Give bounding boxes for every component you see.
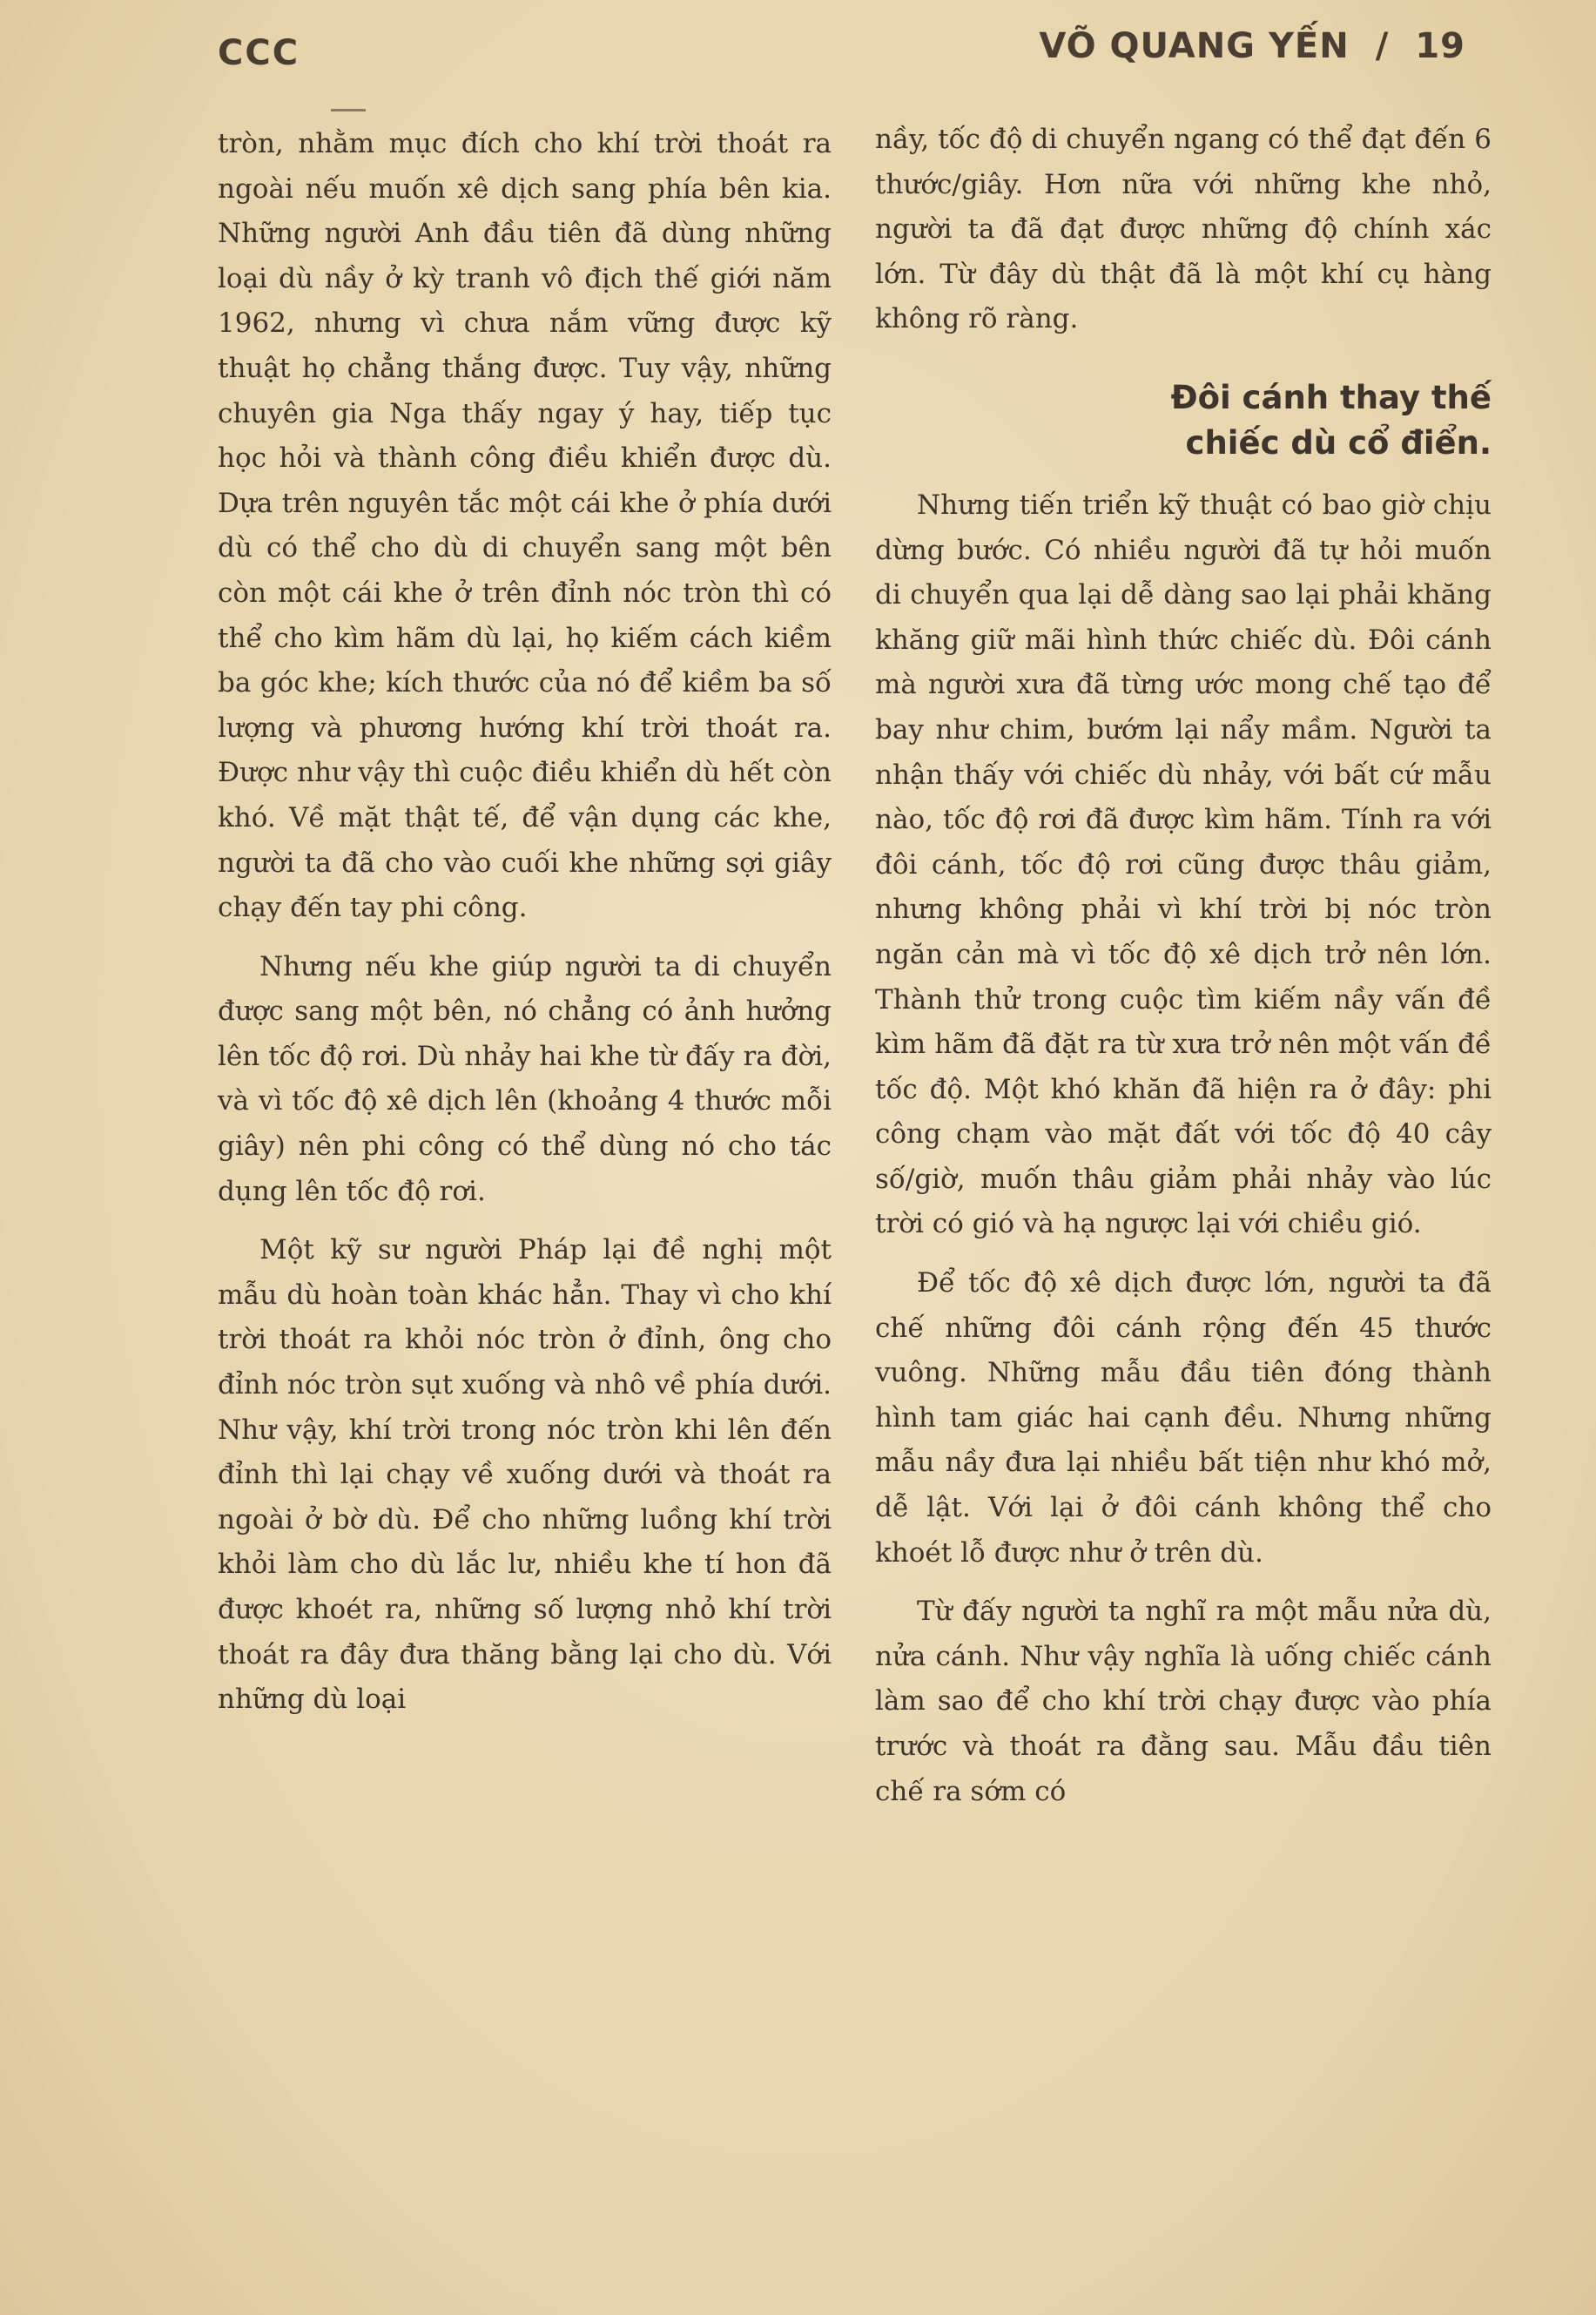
paragraph: nầy, tốc độ di chuyển ngang có thể đạt đến 6 thước/giây. Hơn nữa với những khe nhỏ, người ta đã đạt được những độ chính xác lớn. Từ đây dù thật đã là một khí cụ hàng không rõ ràng. bbox=[875, 124, 1492, 335]
page-number: 19 bbox=[1415, 26, 1465, 66]
right-column bbox=[875, 118, 1492, 1828]
section-heading-line: chiếc dù cổ điển. bbox=[1185, 423, 1492, 462]
paragraph: Nhưng nếu khe giúp người ta di chuyển được sang một bên, nó chẳng có ảnh hưởng lên tốc độ rơi. Dù nhảy hai khe từ đấy ra đời, và vì tốc độ xê dịch lên (khoảng 4 thước mỗi giây) nên phi công có thể dùng nó cho tác dụng lên tốc độ rơi. bbox=[218, 950, 832, 1207]
paragraph: tròn, nhằm mục đích cho khí trời thoát ra ngoài nếu muốn xê dịch sang phía bên kia. Những người Anh đầu tiên đã dùng những loại dù nầy ở kỳ tranh vô địch thế giới năm 1962, nhưng vì chưa nắm vững được kỹ thuật họ chẳng thắng được. Tuy vậy, những chuyên gia Nga thấy ngay ý hay, tiếp tục học hỏi và thành công điều khiển được dù. Dựa trên nguyên tắc một cái khe ở phía dưới dù có thể cho dù di chuyển sang một bên còn một cái khe ở trên đỉnh nóc tròn thì có thể cho kìm hãm dù lại, họ kiếm cách kiềm ba góc khe; kích thước của nó để kiềm ba số lượng và phương hướng khí trời thoát ra. Được như vậy thì cuộc điều khiển dù hết còn khó. Về mặt thật tế, để vận dụng các khe, người ta đã cho vào cuối khe những sợi giây chạy đến tay phi công. bbox=[218, 128, 832, 924]
header-author: VÕ QUANG YẾN bbox=[1039, 26, 1350, 66]
header-separator: / bbox=[1375, 26, 1390, 66]
left-column bbox=[218, 122, 832, 1737]
paragraph: Một kỹ sư người Pháp lại đề nghị một mẫu dù hoàn toàn khác hẳn. Thay vì cho khí trời thoát ra khỏi nóc tròn ở đỉnh, ông cho đỉnh nóc tròn sụt xuống và nhô về phía dưới. Như vậy, khí trời trong nóc tròn khi lên đến đỉnh thì lại chạy về xuống dưới và thoát ra ngoài ở bờ dù. Để cho những luồng khí trời khỏi làm cho dù lắc lư, nhiều khe tí hon đã được khoét ra, những số lượng nhỏ khí trời thoát ra đây đưa thăng bằng lại cho dù. Với những dù loại bbox=[218, 1234, 832, 1716]
paragraph: Nhưng tiến triển kỹ thuật có bao giờ chịu dừng bước. Có nhiều người đã tự hỏi muốn di chuyển qua lại dễ dàng sao lại phải khăng khăng giữ mãi hình thức chiếc dù. Đôi cánh mà người xưa đã từng ước mong chế tạo để bay như chim, bướm lại nẩy mầm. Người ta nhận thấy với chiếc dù nhảy, với bất cứ mẫu nào, tốc độ rơi đã được kìm hãm. Tính ra với đôi cánh, tốc độ rơi cũng được thâu giảm, nhưng không phải vì khí trời bị nóc tròn ngăn cản mà vì tốc độ xê dịch trở nên lớn. Thành thử trong cuộc tìm kiếm nầy vấn đề kìm hãm đã đặt ra từ xưa trở nên một vấn đề tốc độ. Một khó khăn đã hiện ra ở đây: phi công chạm vào mặt đất với tốc độ 40 cây số/giờ, muốn thâu giảm phải nhảy vào lúc trời có gió và hạ ngược lại với chiều gió. bbox=[875, 489, 1492, 1240]
paragraph: Để tốc độ xê dịch được lớn, người ta đã chế những đôi cánh rộng đến 45 thước vuông. Những mẫu đầu tiên đóng thành hình tam giác hai cạnh đều. Nhưng những mẫu nầy đưa lại nhiều bất tiện như khó mở, dễ lật. Với lại ở đôi cánh không thể cho khoét lỗ được như ở trên dù. bbox=[875, 1267, 1492, 1569]
section-heading bbox=[875, 375, 1492, 466]
header-mark: CCC bbox=[218, 33, 300, 73]
section-heading-line: Đôi cánh thay thế bbox=[1170, 378, 1492, 416]
decorative-rule bbox=[331, 109, 366, 111]
running-header bbox=[1039, 26, 1465, 66]
paragraph: Từ đấy người ta nghĩ ra một mẫu nửa dù, nửa cánh. Như vậy nghĩa là uống chiếc cánh làm sao để cho khí trời chạy được vào phía trước và thoát ra đằng sau. Mẫu đầu tiên chế ra sớm có bbox=[875, 1596, 1492, 1807]
